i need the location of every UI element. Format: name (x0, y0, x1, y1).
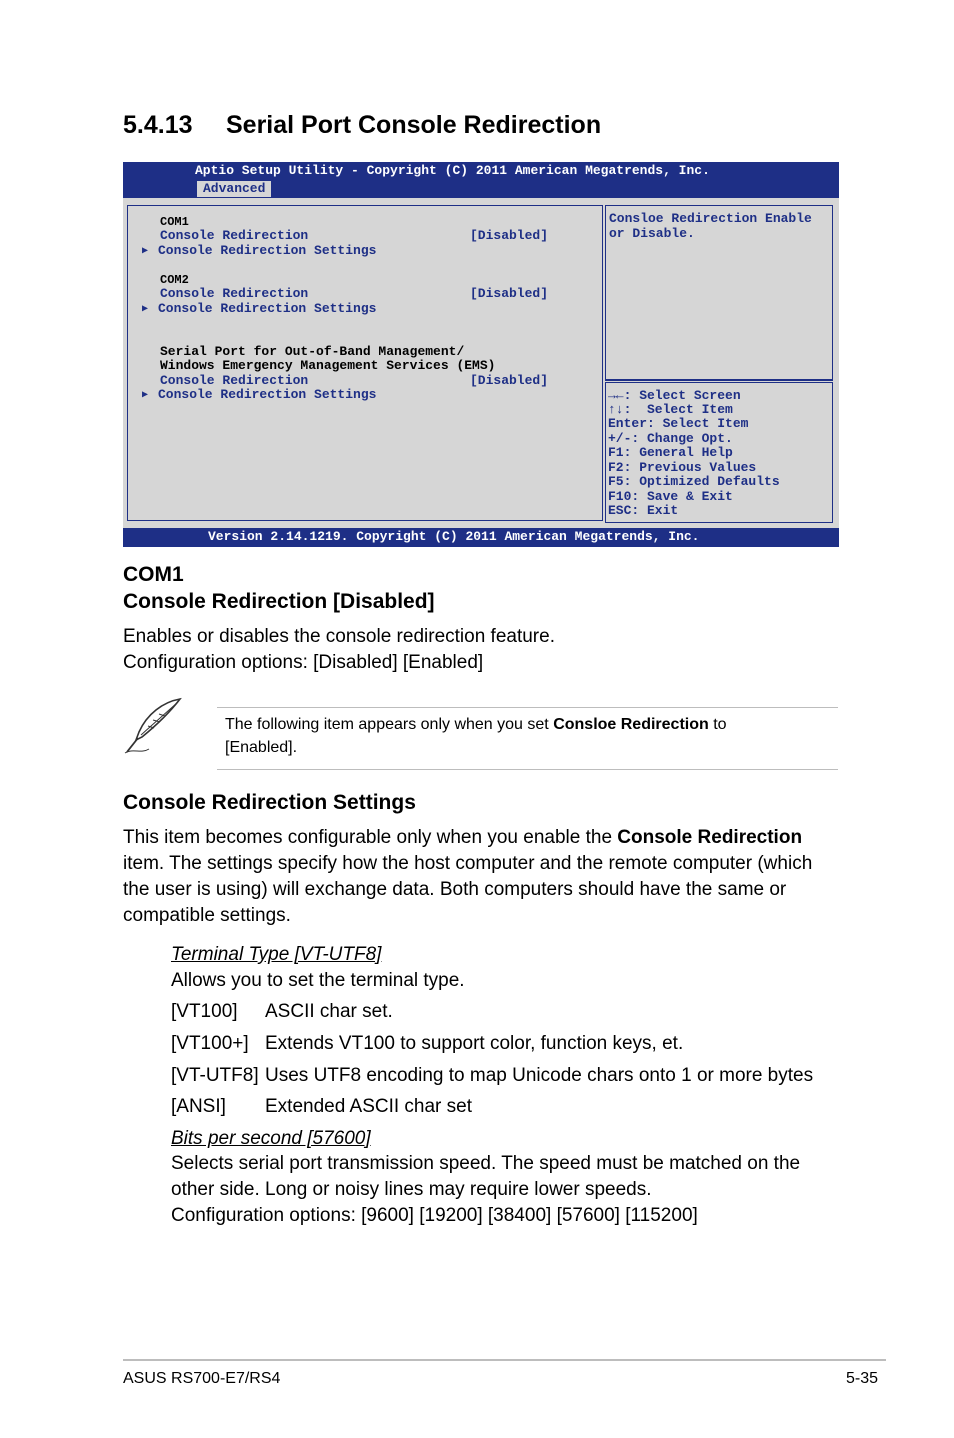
terminal-type-desc: Allows you to set the terminal type. (171, 970, 465, 991)
feather-pen-icon (123, 696, 185, 758)
settings-heading: Console Redirection Settings (123, 791, 416, 814)
submenu-arrow-icon: ▶ (142, 304, 149, 315)
bios-title: Aptio Setup Utility - Copyright (C) 2011 American Megatrends, Inc. (195, 163, 710, 178)
com1-options: Configuration options: [Disabled] [Enabled] (123, 652, 484, 673)
com2-label: COM2 (160, 273, 189, 287)
note-bold: Consloe Redirection (553, 716, 709, 733)
note-post: to (708, 716, 727, 733)
note-bottom-rule (217, 769, 838, 770)
footer-page-number: 5-35 (846, 1370, 879, 1387)
com1-label: COM1 (160, 215, 189, 229)
com1-settings-item[interactable]: Console Redirection Settings (158, 243, 377, 258)
note-text (225, 713, 835, 759)
ems-label-line2: Windows Emergency Management Services (EMS) (160, 358, 496, 373)
bios-version: Version 2.14.1219. Copyright (C) 2011 American Megatrends, Inc. (208, 529, 700, 544)
section-title-text: Serial Port Console Redirection (226, 111, 602, 139)
option-value: Uses UTF8 encoding to map Unicode chars onto 1 or more bytes (265, 1065, 814, 1086)
key-hint: F1: General Help (608, 445, 733, 460)
settings-p1-line2: item. The settings specify how the host computer and the remote computer (which (123, 853, 813, 874)
key-hint: +/-: Change Opt. (608, 431, 733, 446)
option-key: [VT-UTF8] (171, 1065, 259, 1086)
note-top-rule (217, 707, 838, 708)
com1-redirection-value[interactable]: [Disabled] (470, 228, 549, 243)
com2-settings-item[interactable]: Console Redirection Settings (158, 301, 377, 316)
help-text-line2: or Disable. (609, 226, 695, 241)
option-value: Extended ASCII char set (265, 1096, 473, 1117)
terminal-option-row (171, 1063, 813, 1089)
terminal-option-row (171, 1031, 683, 1057)
note-pre: The following item appears only when you set (225, 716, 554, 733)
com2-redirection-item[interactable]: Console Redirection (160, 286, 309, 301)
key-hint: F2: Previous Values (608, 460, 757, 475)
option-key: [VT100] (171, 1001, 238, 1022)
settings-p1-bold: Console Redirection (617, 827, 803, 848)
bios-header (123, 162, 839, 198)
settings-p1-pre: This item becomes configurable only when you enable the (123, 827, 618, 848)
com1-redirection-item[interactable]: Console Redirection (160, 228, 309, 243)
key-hint: ↑↓: Select Item (608, 402, 733, 417)
key-hint: Enter: Select Item (608, 416, 749, 431)
bps-line3: Configuration options: [9600] [19200] [38400] [57600] [115200] (171, 1205, 698, 1226)
section-number: 5.4.13 (123, 111, 193, 139)
key-hint: F5: Optimized Defaults (608, 474, 780, 489)
com1-description: Enables or disables the console redirection feature. (123, 626, 555, 647)
footer-rule (123, 1359, 886, 1361)
ems-settings-item[interactable]: Console Redirection Settings (158, 387, 377, 402)
tab-advanced[interactable]: Advanced (197, 181, 271, 197)
terminal-option-row (171, 1094, 472, 1120)
settings-p1-line4: compatible settings. (123, 905, 291, 926)
submenu-arrow-icon: ▶ (142, 390, 149, 401)
bios-screen (123, 162, 839, 547)
bps-title: Bits per second [57600] (171, 1128, 371, 1149)
settings-p1-line3: the user is using) will exchange data. Both computers should have the same or (123, 879, 787, 900)
key-hint: F10: Save & Exit (608, 489, 733, 504)
ems-label-line1: Serial Port for Out-of-Band Management/ (160, 344, 465, 359)
note-line2: [Enabled]. (225, 739, 298, 756)
help-divider (605, 379, 833, 381)
bps-line2: other side. Long or noisy lines may require lower speeds. (171, 1179, 652, 1200)
bps-line1: Selects serial port transmission speed. The speed must be matched on the (171, 1153, 801, 1174)
option-value: ASCII char set. (265, 1001, 393, 1022)
option-key: [ANSI] (171, 1096, 226, 1117)
help-text-line1: Consloe Redirection Enable (609, 211, 812, 226)
terminal-type-title: Terminal Type [VT-UTF8] (171, 944, 382, 965)
terminal-option-row (171, 999, 393, 1025)
com1-heading: COM1 (123, 563, 184, 586)
ems-redirection-value[interactable]: [Disabled] (470, 373, 549, 388)
bios-menu-panel (127, 205, 603, 521)
option-value: Extends VT100 to support color, function keys, et. (265, 1033, 684, 1054)
settings-paragraph (123, 825, 843, 929)
bios-footer (123, 528, 839, 547)
key-hint: ESC: Exit (608, 503, 679, 518)
com1-subheading: Console Redirection [Disabled] (123, 590, 435, 613)
footer-model: ASUS RS700-E7/RS4 (123, 1370, 281, 1387)
option-key: [VT100+] (171, 1033, 249, 1054)
bios-help-panel (605, 205, 833, 381)
ems-redirection-item[interactable]: Console Redirection (160, 373, 309, 388)
bios-keys-panel (605, 382, 833, 523)
section-title (123, 111, 601, 140)
submenu-arrow-icon: ▶ (142, 246, 149, 257)
key-hint: →←: Select Screen (608, 388, 741, 403)
com2-redirection-value[interactable]: [Disabled] (470, 286, 549, 301)
